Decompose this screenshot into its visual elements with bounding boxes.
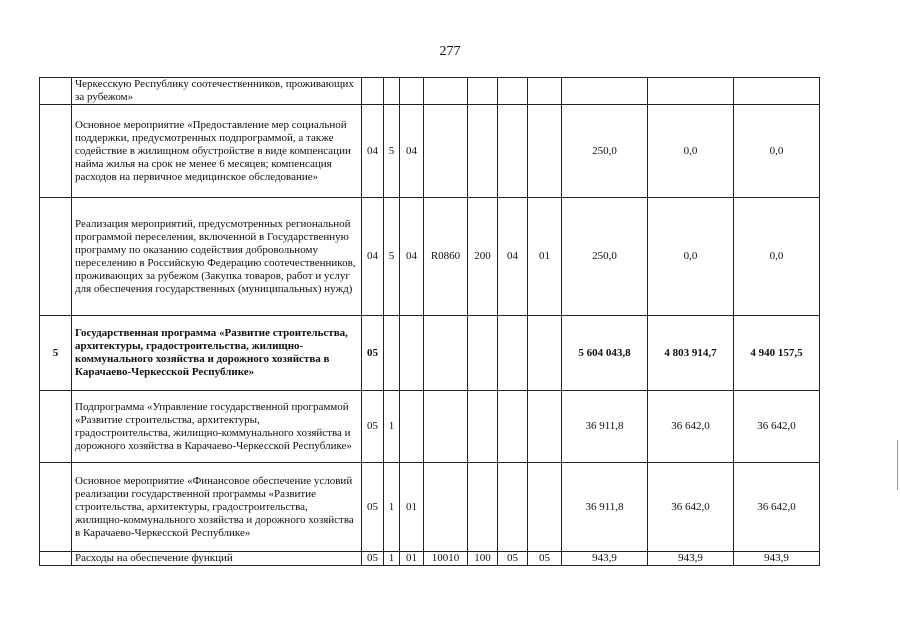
code-cell bbox=[468, 463, 498, 552]
code-cell: 04 bbox=[400, 105, 424, 198]
amount-cell: 0,0 bbox=[734, 198, 820, 316]
code-cell: 05 bbox=[498, 552, 528, 566]
code-cell: 04 bbox=[498, 198, 528, 316]
amount-cell: 943,9 bbox=[562, 552, 648, 566]
code-cell: 04 bbox=[362, 105, 384, 198]
code-cell bbox=[528, 105, 562, 198]
code-cell: 05 bbox=[362, 391, 384, 463]
amount-cell: 36 911,8 bbox=[562, 391, 648, 463]
code-cell: 05 bbox=[528, 552, 562, 566]
row-number-cell bbox=[40, 78, 72, 105]
amount-cell: 5 604 043,8 bbox=[562, 316, 648, 391]
table-row bbox=[40, 552, 820, 566]
row-number-cell bbox=[40, 198, 72, 316]
code-cell bbox=[468, 105, 498, 198]
table-row bbox=[40, 105, 820, 198]
code-cell: 01 bbox=[400, 552, 424, 566]
table-row bbox=[40, 198, 820, 316]
code-cell: 01 bbox=[528, 198, 562, 316]
table-row bbox=[40, 316, 820, 391]
code-cell: 100 bbox=[468, 552, 498, 566]
code-cell: 200 bbox=[468, 198, 498, 316]
description-cell: Основное мероприятие «Предоставление мер социальной поддержки, предусмотренных подпрограммой, а также содействие в жилищном обустройстве в виде компенсации найма жилья на срок не менее 6 месяцев; компенсация расходов на первичное медицинское обследование» bbox=[72, 105, 362, 198]
description-cell: Основное мероприятие «Финансовое обеспечение условий реализации государственной программы «Развитие строительства, архитектуры, градостроительства, жилищно-коммунального хозяйства и дорожного хозяйства в Карачаево-Черкесской Республике» bbox=[72, 463, 362, 552]
code-cell bbox=[498, 105, 528, 198]
amount-cell: 0,0 bbox=[648, 198, 734, 316]
description-cell: Расходы на обеспечение функций bbox=[72, 552, 362, 566]
description-cell: Подпрограмма «Управление государственной программой «Развитие строительства, архитектуры, градостроительства, жилищно-коммунального хозяйства и дорожного хозяйства в Карачаево-Черкесской Республике» bbox=[72, 391, 362, 463]
amount-cell: 250,0 bbox=[562, 198, 648, 316]
row-number-cell: 5 bbox=[40, 316, 72, 391]
amount-cell: 36 642,0 bbox=[734, 463, 820, 552]
code-cell: 05 bbox=[362, 463, 384, 552]
code-cell bbox=[384, 316, 400, 391]
code-cell: 10010 bbox=[424, 552, 468, 566]
row-number-cell bbox=[40, 552, 72, 566]
code-cell: 05 bbox=[362, 552, 384, 566]
code-cell: 05 bbox=[362, 316, 384, 391]
code-cell bbox=[468, 391, 498, 463]
code-cell: 1 bbox=[384, 552, 400, 566]
amount-cell: 0,0 bbox=[648, 105, 734, 198]
code-cell bbox=[400, 316, 424, 391]
code-cell: 01 bbox=[400, 463, 424, 552]
amount-cell: 36 642,0 bbox=[734, 391, 820, 463]
code-cell: 04 bbox=[362, 198, 384, 316]
amount-cell: 943,9 bbox=[734, 552, 820, 566]
description-cell: Черкесскую Республику соотечественников, проживающих за рубежом» bbox=[72, 78, 362, 105]
code-cell bbox=[424, 391, 468, 463]
row-number-cell bbox=[40, 105, 72, 198]
code-cell bbox=[528, 463, 562, 552]
amount-cell bbox=[734, 78, 820, 105]
table-row bbox=[40, 391, 820, 463]
code-cell: 1 bbox=[384, 463, 400, 552]
amount-cell: 4 803 914,7 bbox=[648, 316, 734, 391]
code-cell: R0860 bbox=[424, 198, 468, 316]
code-cell bbox=[424, 316, 468, 391]
code-cell bbox=[362, 78, 384, 105]
code-cell: 5 bbox=[384, 105, 400, 198]
amount-cell: 4 940 157,5 bbox=[734, 316, 820, 391]
code-cell bbox=[528, 391, 562, 463]
table-row bbox=[40, 463, 820, 552]
description-cell: Государственная программа «Развитие строительства, архитектуры, градостроительства, жилищно-коммунального хозяйства и дорожного хозяйства в Карачаево-Черкесской Республике» bbox=[72, 316, 362, 391]
description-cell: Реализация мероприятий, предусмотренных региональной программой переселения, включенной в Государственную программу по оказанию содействия добровольному переселению в Российскую Федерацию соотечественников, проживающих за рубежом (Закупка товаров, работ и услуг для обеспечения государственных (муниципальных) нужд) bbox=[72, 198, 362, 316]
amount-cell: 0,0 bbox=[734, 105, 820, 198]
scan-edge-mark bbox=[897, 440, 898, 490]
amount-cell bbox=[648, 78, 734, 105]
code-cell: 1 bbox=[384, 391, 400, 463]
amount-cell: 36 642,0 bbox=[648, 463, 734, 552]
amount-cell: 250,0 bbox=[562, 105, 648, 198]
code-cell bbox=[498, 316, 528, 391]
row-number-cell bbox=[40, 463, 72, 552]
code-cell bbox=[384, 78, 400, 105]
code-cell: 04 bbox=[400, 198, 424, 316]
amount-cell: 943,9 bbox=[648, 552, 734, 566]
code-cell bbox=[468, 316, 498, 391]
code-cell bbox=[498, 78, 528, 105]
code-cell bbox=[468, 78, 498, 105]
amount-cell: 36 642,0 bbox=[648, 391, 734, 463]
code-cell: 5 bbox=[384, 198, 400, 316]
code-cell bbox=[528, 316, 562, 391]
page-number: 277 bbox=[439, 44, 461, 59]
amount-cell bbox=[562, 78, 648, 105]
code-cell bbox=[528, 78, 562, 105]
row-number-cell bbox=[40, 391, 72, 463]
code-cell bbox=[498, 391, 528, 463]
table-row bbox=[40, 78, 820, 105]
code-cell bbox=[498, 463, 528, 552]
amount-cell: 36 911,8 bbox=[562, 463, 648, 552]
budget-table bbox=[39, 77, 820, 566]
code-cell bbox=[400, 391, 424, 463]
code-cell bbox=[400, 78, 424, 105]
code-cell bbox=[424, 78, 468, 105]
code-cell bbox=[424, 463, 468, 552]
code-cell bbox=[424, 105, 468, 198]
